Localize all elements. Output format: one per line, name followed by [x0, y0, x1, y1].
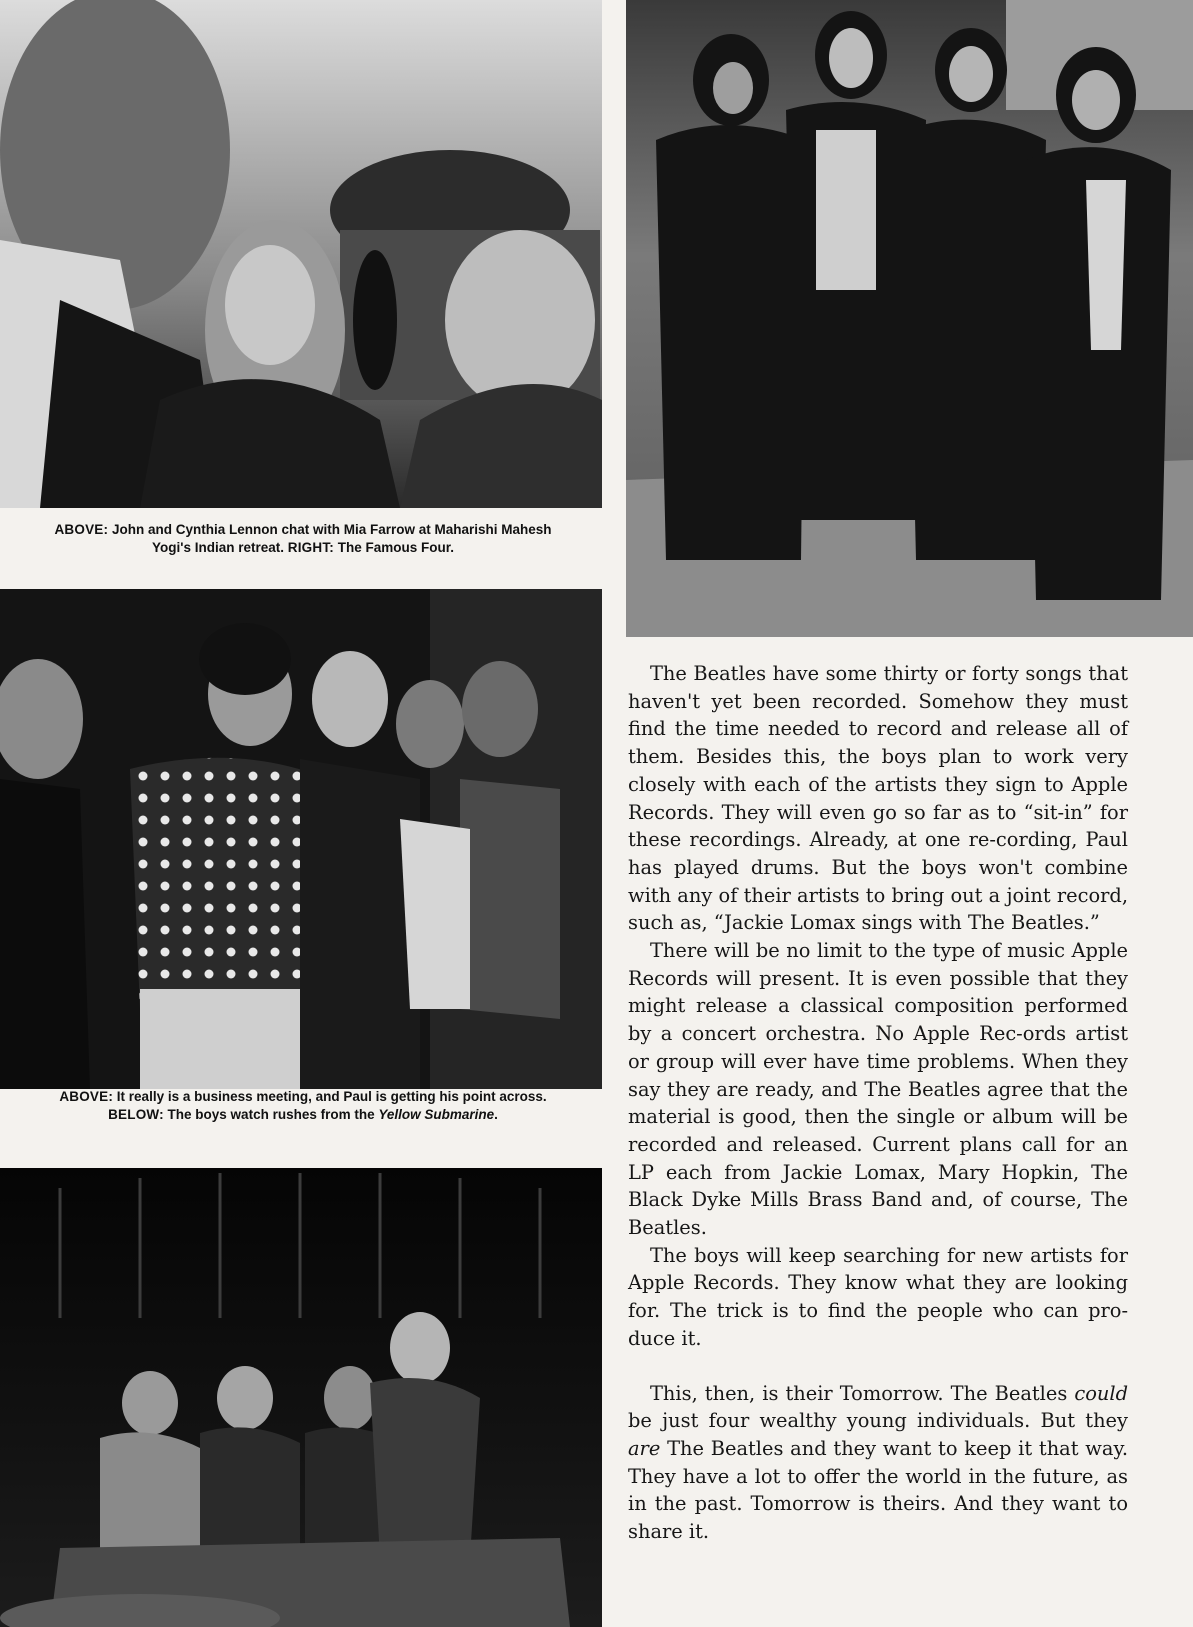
caption-top-text-right: The Famous Four.	[333, 540, 454, 555]
caption-top-text-above: John and Cynthia Lennon chat with Mia Farrow at Maharishi Mahesh Yogi's Indian retreat.	[108, 522, 552, 555]
caption-top-label-right: RIGHT:	[287, 540, 334, 555]
article-p4-part-c: The Beatles and they want to keep it that way. They have a lot to offer the world in the future, as in the past. Tomorrow is theirs. And they want to share it.	[628, 1436, 1128, 1544]
photo-business-meeting	[0, 589, 602, 1089]
article-p4-part-a: This, then, is their Tomorrow. The Beatles	[650, 1381, 1075, 1405]
caption-middle-label-above: ABOVE:	[59, 1089, 114, 1104]
article-paragraph-2: There will be no limit to the type of music Apple Records will present. It is even possible that they might release a classical composition performed by a concert orchestra. No Apple Rec-ords artist or group will ever have time problems. When they say they are ready, and The Beatles agree that the material is good, then the single or album will be recorded and released. Current plans call for an LP each from Jackie Lomax, Mary Hopkin, The Black Dyke Mills Brass Band and, of course, The Beatles.	[628, 939, 1128, 1240]
photo-famous-four	[626, 0, 1193, 637]
photo-watching-rushes	[0, 1168, 602, 1627]
caption-middle-text-below: The boys watch rushes from the	[163, 1107, 379, 1122]
article-p4-are: are	[628, 1436, 661, 1460]
caption-top-label-above: ABOVE:	[54, 522, 109, 537]
caption-middle	[38, 1088, 568, 1124]
caption-middle-end: .	[494, 1107, 498, 1122]
article-body	[628, 660, 1128, 1546]
article-p4-part-b: be just four wealthy young individuals. But they	[628, 1409, 1128, 1433]
caption-middle-text-above: It really is a business meeting, and Paul is getting his point across.	[113, 1089, 547, 1104]
caption-top	[38, 521, 568, 557]
caption-middle-label-below: BELOW:	[108, 1107, 164, 1122]
article-paragraph-1: The Beatles have some thirty or forty songs that haven't yet been recorded. Somehow they must find the time needed to record and release all of them. Besides this, the boys plan to work very closely with each of the artists they sign to Apple Records. They will even go so far as to “sit-in” for these recordings. Already, at one re-cording, Paul has played drums. But the boys won't combine with any of their artists to bring out a joint record, such as, “Jackie Lomax sings with The Beatles.”	[628, 662, 1128, 935]
article-p4-could: could	[1074, 1381, 1128, 1405]
article-paragraph-3: The boys will keep searching for new artists for Apple Records. They know what they are looking for. The trick is to find the people who can pro-duce it.	[628, 1243, 1128, 1350]
photo-lennons-mia-farrow	[0, 0, 602, 508]
caption-middle-film-title: Yellow Submarine	[378, 1107, 495, 1122]
article-paragraph-4	[628, 1380, 1128, 1546]
